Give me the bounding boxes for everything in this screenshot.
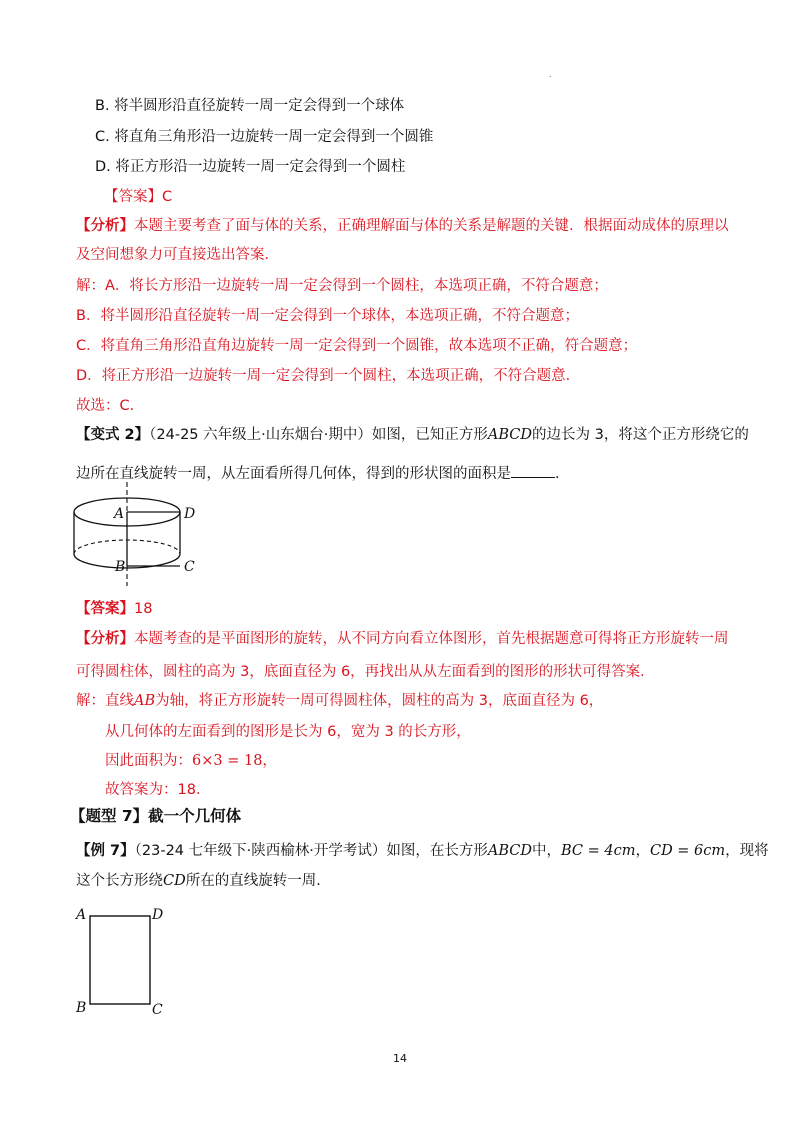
- label-d: D: [152, 907, 164, 923]
- label-b: B: [76, 1000, 87, 1016]
- rectangle-figure: [70, 900, 180, 1025]
- solution-2-text-1b: 为轴，将正方形旋转一周可得圆柱体，圆柱的高为 3，底面直径为 6，: [155, 693, 604, 709]
- example-7-label: 【例 7】: [76, 843, 135, 859]
- analysis-2-text-1: 本题考查的是平面图形的旋转，从不同方向看立体图形，首先根据题意可得将正方形旋转一周: [134, 631, 729, 647]
- analysis-1-line-2: 及空间想象力可直接选出答案．: [76, 247, 279, 263]
- variant-2-label: 【变式 2】: [76, 427, 150, 443]
- answer-2-value: 18: [134, 601, 153, 617]
- variant-2-text-2-end: ．: [555, 466, 570, 482]
- variant-2-text-1a: （24-25 六年级上·山东烟台·期中）如图，已知正方形: [149, 427, 488, 443]
- answer-1-value: C: [162, 189, 173, 205]
- label-b: B: [115, 559, 126, 575]
- rectangle-abcd: [90, 916, 150, 1004]
- solution-1-line: 解：A．将长方形沿一边旋转一周一定会得到一个圆柱，本选项正确，不符合题意；: [76, 278, 608, 294]
- solution-2-line-2: 从几何体的左面看到的图形是长为 6，宽为 3 的长方形，: [105, 724, 471, 740]
- answer-2: [76, 599, 152, 619]
- option-c: C. 将直角三角形沿一边旋转一周一定会得到一个圆锥: [95, 129, 434, 145]
- type-7-heading: 【题型 7】截一个几何体: [70, 807, 242, 825]
- axis-ab-name: AB: [134, 693, 156, 709]
- analysis-1-line-1: [76, 216, 729, 236]
- analysis-2-line-2: 可得圆柱体，圆柱的高为 3，底面直径为 6，再找出从从左面看到的图形的形状可得答案．: [76, 664, 655, 680]
- solution-1-line: 故选：C．: [76, 398, 145, 414]
- variant-2-text-2: 边所在直线旋转一周，从左面看所得几何体，得到的形状图的面积是: [76, 466, 511, 482]
- example-7-text-1a: （23-24 七年级下·陕西榆林·开学考试）如图，在长方形: [134, 843, 488, 859]
- option-b: B. 将半圆形沿直径旋转一周一定会得到一个球体: [95, 98, 405, 114]
- rect-name: ABCD: [487, 843, 532, 859]
- example-7-mid: 中，: [531, 843, 561, 859]
- label-c: C: [184, 559, 195, 575]
- analysis-1-label: 【分析】: [76, 218, 134, 234]
- square-name: ABCD: [487, 427, 532, 443]
- answer-2-label: 【答案】: [76, 601, 134, 617]
- cd-length: CD = 6cm: [649, 843, 726, 859]
- corner-dot: .: [549, 70, 552, 79]
- solution-2-line-3: [105, 751, 277, 771]
- analysis-2-label: 【分析】: [76, 631, 134, 647]
- example-7-comma: ，: [635, 843, 650, 859]
- example-7-line-2: [76, 871, 331, 891]
- page-number: 14: [393, 1052, 407, 1065]
- example-7-text-1b: ，现将: [725, 843, 769, 859]
- area-equation: 6×3 = 18: [192, 753, 263, 769]
- analysis-2-line-1: [76, 629, 729, 649]
- example-7-text-2a: 这个长方形绕: [76, 873, 163, 889]
- solution-2-text-3a: 因此面积为：: [105, 753, 192, 769]
- bc-length: BC = 4cm: [560, 843, 636, 859]
- solution-2-text-1a: 解：直线: [76, 693, 134, 709]
- axis-cd-name: CD: [163, 873, 186, 889]
- example-7-text-2b: 所在的直线旋转一周．: [185, 873, 331, 889]
- solution-2-text-3b: ，: [262, 753, 277, 769]
- label-a: A: [114, 506, 125, 522]
- cylinder-figure: [60, 480, 210, 590]
- solution-1-line: C．将直角三角形沿直角边旋转一周一定会得到一个圆锥，故本选项不正确，符合题意；: [76, 338, 638, 354]
- solution-2-line-1: [76, 691, 603, 711]
- answer-1: [104, 187, 172, 207]
- label-a: A: [76, 907, 87, 923]
- answer-blank: [511, 463, 555, 478]
- answer-1-label: 【答案】: [104, 189, 162, 205]
- label-c: C: [152, 1002, 163, 1018]
- solution-2-line-4: 故答案为：18．: [105, 782, 211, 798]
- example-7-line-1: [76, 841, 769, 861]
- option-d: D. 将正方形沿一边旋转一周一定会得到一个圆柱: [95, 159, 406, 175]
- solution-1-line: D．将正方形沿一边旋转一周一定会得到一个圆柱，本选项正确，不符合题意．: [76, 368, 581, 384]
- solution-1-line: B．将半圆形沿直径旋转一周一定会得到一个球体，本选项正确，不符合题意；: [76, 308, 579, 324]
- variant-2-line-1: [76, 425, 749, 445]
- label-d: D: [184, 506, 196, 522]
- variant-2-text-1b: 的边长为 3，将这个正方形绕它的: [531, 427, 749, 443]
- analysis-1-text-1: 本题主要考查了面与体的关系，正确理解面与体的关系是解题的关键．根据面动成体的原理以: [134, 218, 729, 234]
